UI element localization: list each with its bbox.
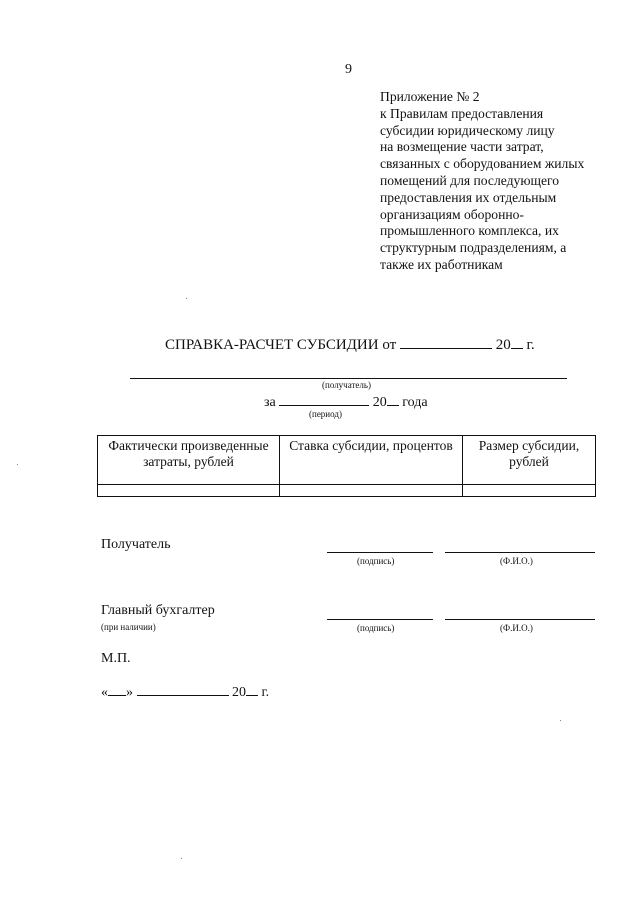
chief-accountant-name-caption: (Ф.И.О.) — [500, 623, 533, 633]
recipient-caption: (получатель) — [322, 380, 371, 390]
subsidy-table — [97, 435, 596, 497]
page-number: 9 — [345, 62, 352, 77]
appendix-line: структурным подразделениям, а — [380, 240, 567, 256]
stamp-placeholder: М.П. — [101, 651, 131, 666]
cell-actual-costs[interactable] — [98, 485, 280, 497]
chief-accountant-note: (при наличии) — [101, 622, 156, 632]
date-close-quote: » — [126, 685, 133, 700]
appendix-line: связанных с оборудованием жилых — [380, 156, 585, 172]
title-year-prefix: 20 — [495, 337, 511, 353]
document-title — [165, 336, 535, 354]
title-year-field[interactable] — [511, 336, 523, 349]
date-row — [101, 683, 269, 701]
chief-accountant-name-line[interactable] — [445, 619, 595, 620]
date-suffix: г. — [261, 685, 270, 700]
appendix-line: к Правилам предоставления — [380, 105, 544, 121]
period-row — [264, 393, 428, 411]
appendix-line: на возмещение части затрат, — [380, 139, 544, 155]
appendix-line: субсидии юридическому лицу — [380, 122, 555, 138]
scan-speck — [181, 858, 182, 859]
appendix-line: промышленного комплекса, их — [380, 223, 559, 239]
header-subsidy-rate: Ставка субсидии, процентов — [280, 436, 463, 485]
recipient-signature-caption: (подпись) — [357, 556, 395, 566]
period-prefix: за — [264, 395, 276, 410]
date-day-field[interactable] — [108, 683, 126, 696]
appendix-header — [380, 89, 630, 274]
recipient-signature-line[interactable] — [327, 552, 433, 553]
cell-subsidy-amount[interactable] — [463, 485, 596, 497]
chief-accountant-label: Главный бухгалтер — [101, 603, 215, 618]
period-year-prefix: 20 — [372, 395, 387, 410]
appendix-line: предоставления их отдельным — [380, 189, 557, 205]
scan-speck — [560, 720, 561, 721]
chief-accountant-signature-caption: (подпись) — [357, 623, 395, 633]
appendix-line: также их работникам — [380, 256, 503, 272]
date-year-prefix: 20 — [232, 685, 246, 700]
scan-speck — [186, 298, 187, 299]
date-month-field[interactable] — [137, 683, 229, 696]
recipient-field[interactable] — [130, 378, 567, 379]
date-open-quote: « — [101, 685, 108, 700]
period-year-field[interactable] — [387, 393, 399, 406]
header-subsidy-amount: Размер субсидии, рублей — [463, 436, 596, 485]
appendix-line: Приложение № 2 — [380, 89, 480, 104]
title-year-suffix: г. — [526, 337, 535, 353]
table-header-row — [98, 436, 596, 485]
period-field[interactable] — [279, 393, 369, 406]
header-actual-costs: Фактически произведенные затраты, рублей — [98, 436, 280, 485]
period-suffix: года — [402, 395, 428, 410]
recipient-label: Получатель — [101, 537, 171, 552]
appendix-line: организациям оборонно- — [380, 206, 524, 222]
title-text: СПРАВКА-РАСЧЕТ СУБСИДИИ от — [165, 337, 397, 353]
chief-accountant-signature-line[interactable] — [327, 619, 433, 620]
appendix-line: помещений для последующего — [380, 172, 560, 188]
period-caption: (период) — [309, 409, 342, 419]
recipient-name-line[interactable] — [445, 552, 595, 553]
cell-subsidy-rate[interactable] — [280, 485, 463, 497]
recipient-name-caption: (Ф.И.О.) — [500, 556, 533, 566]
scan-speck — [17, 464, 18, 465]
title-date-field[interactable] — [400, 336, 492, 349]
date-year-field[interactable] — [246, 683, 258, 696]
table-row — [98, 485, 596, 497]
